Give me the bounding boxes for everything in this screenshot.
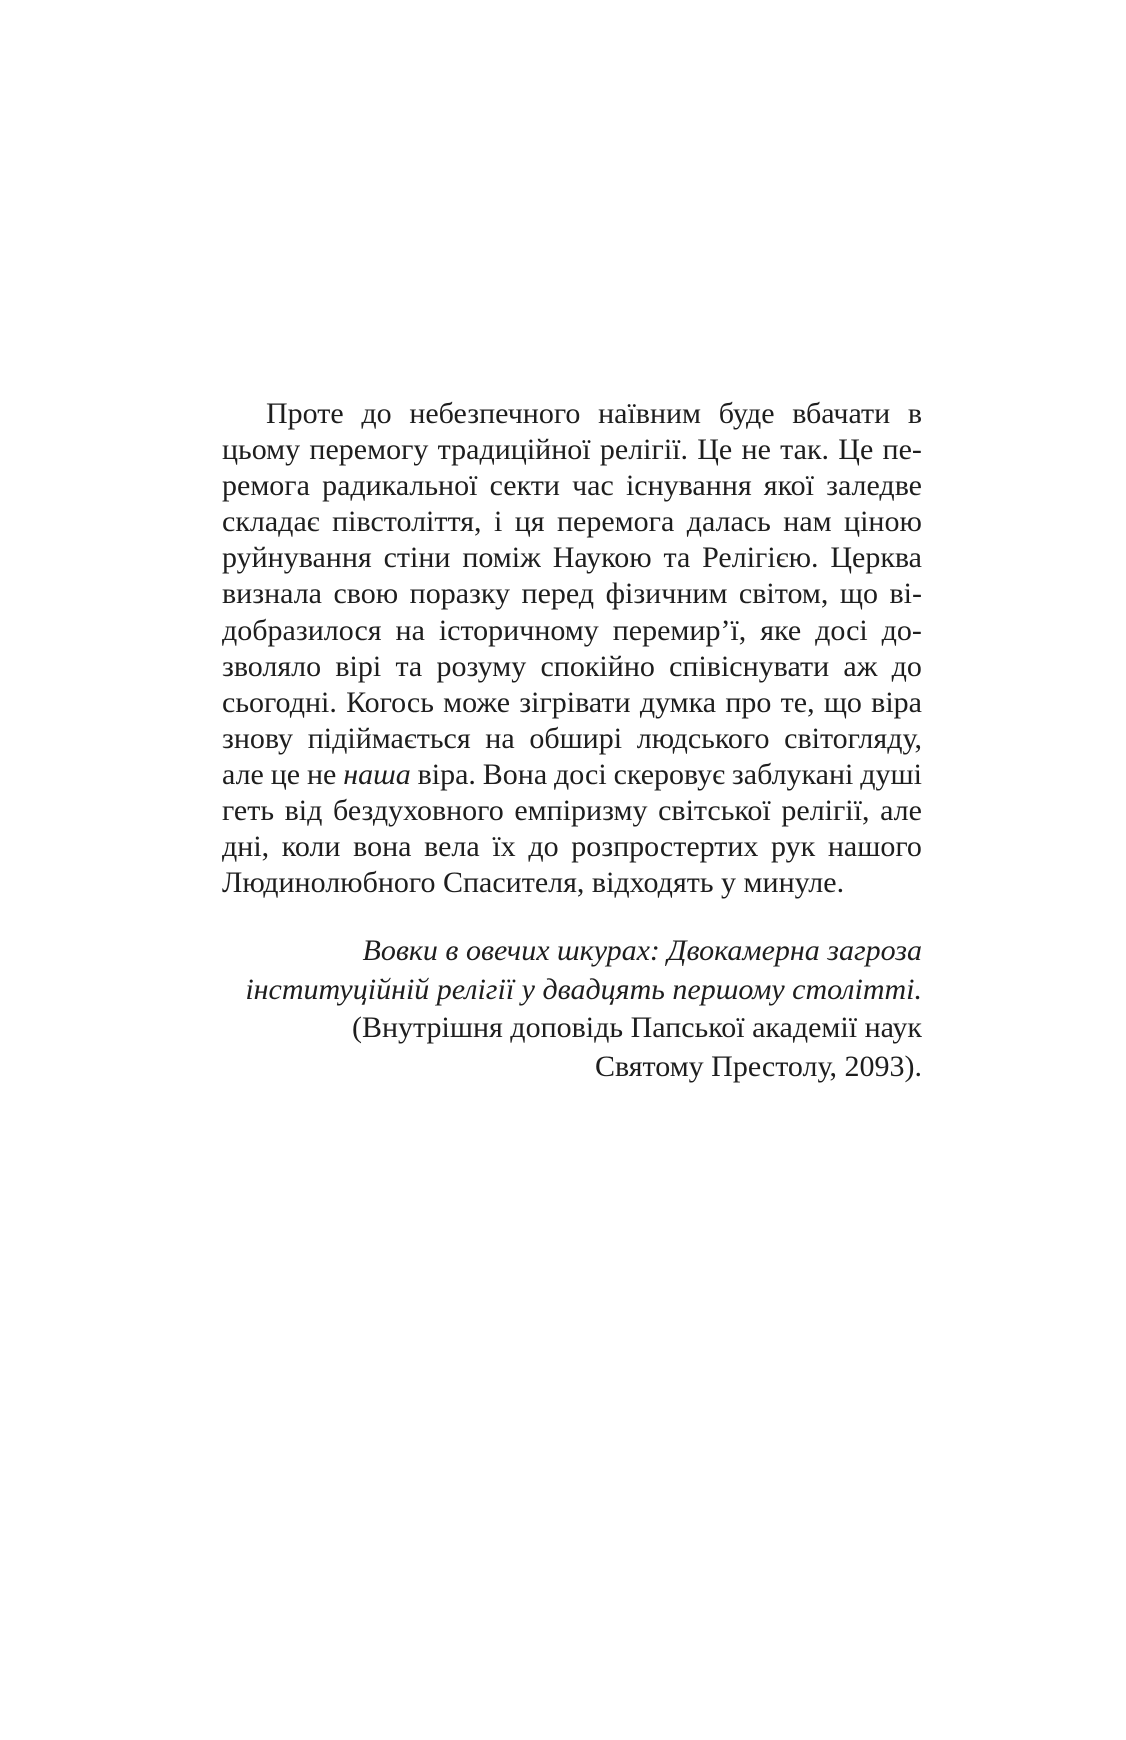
word: Релігією.: [702, 541, 819, 575]
attribution-source-line-2: Святому Престолу, 2093).: [594, 1049, 922, 1083]
word: скеровує: [613, 757, 726, 791]
paragraph-line: [222, 829, 922, 865]
word: існування: [625, 469, 752, 503]
word: релігії,: [781, 794, 870, 828]
word: душі: [860, 757, 922, 791]
word: заледве: [826, 469, 922, 503]
word: але: [222, 757, 264, 791]
word: перед: [521, 577, 595, 611]
word: добразилося: [222, 613, 382, 647]
word: далась: [686, 505, 771, 539]
word: але: [880, 794, 922, 828]
word: вела: [424, 830, 480, 864]
word: поміж: [462, 541, 541, 575]
word: бездуховного: [332, 794, 504, 828]
word: вбачати: [792, 397, 891, 430]
word: аж: [843, 649, 878, 683]
word: Наукою: [552, 541, 652, 575]
word: так.: [780, 433, 830, 467]
word: нашого: [827, 830, 922, 864]
word: в: [907, 397, 922, 430]
word: півстоліття,: [332, 505, 482, 539]
word: геть: [222, 794, 275, 828]
word: Це: [697, 433, 733, 467]
word: обширі: [529, 721, 623, 755]
word: до-: [881, 613, 922, 647]
word: досі: [554, 757, 607, 791]
word: сьогодні.: [222, 685, 337, 719]
word: спокійно: [540, 649, 655, 683]
word: історичному: [438, 613, 599, 647]
paragraph-line: [222, 721, 922, 757]
word: на: [395, 613, 425, 647]
paragraph-last-line: Людинолюбного Спасителя, відходять у минуле.: [222, 866, 845, 900]
word: цьому: [222, 433, 301, 467]
emphasized-word: наша: [343, 757, 411, 791]
word: Вона: [482, 757, 548, 791]
word: заблукані: [731, 757, 854, 791]
word: перемогу: [309, 433, 429, 467]
word: і: [493, 505, 503, 539]
word: ця: [514, 505, 545, 539]
word: світської: [658, 794, 771, 828]
word: складає: [222, 505, 320, 539]
word: підіймається: [307, 721, 471, 755]
word: яке: [760, 613, 802, 647]
word: небезпечного: [409, 397, 581, 430]
word: світом,: [738, 577, 829, 611]
word: співіснувати: [669, 649, 830, 683]
word: визнала: [222, 577, 322, 611]
word: розуму: [436, 649, 527, 683]
paragraph-line: [222, 793, 922, 829]
word: вірі: [335, 649, 382, 683]
word: думка: [639, 685, 717, 719]
word: фізичним: [605, 577, 728, 611]
word: від: [284, 794, 323, 828]
word: не: [306, 757, 337, 791]
word: що: [823, 685, 862, 719]
word: ві-: [889, 577, 922, 611]
word: стіни: [383, 541, 451, 575]
word: пе-: [882, 433, 922, 467]
paragraph-line: [222, 685, 922, 721]
paragraph-line: [222, 576, 922, 612]
word: до: [528, 830, 559, 864]
word: те,: [780, 685, 815, 719]
source-attribution: [222, 932, 922, 1086]
word: радикальної: [322, 469, 478, 503]
word: на: [485, 721, 515, 755]
word: рук: [771, 830, 816, 864]
word: секти: [489, 469, 560, 503]
word: це: [270, 757, 301, 791]
paragraph-line: [222, 504, 922, 540]
word: до: [891, 649, 922, 683]
word: віра: [871, 685, 922, 719]
paragraph-line: [222, 432, 922, 468]
paragraph-line: [222, 757, 922, 793]
word: дні,: [222, 830, 270, 864]
word: Це: [838, 433, 874, 467]
paragraph-line: [222, 396, 922, 432]
word: якої: [763, 469, 814, 503]
word: людського: [636, 721, 770, 755]
word: Проте: [266, 397, 344, 430]
word: зігрівати: [519, 685, 631, 719]
word: перемир’ї,: [612, 613, 747, 647]
word: зволяло: [222, 649, 322, 683]
word: що: [839, 577, 878, 611]
word: до: [361, 397, 392, 430]
word: їх: [492, 830, 516, 864]
word: Когось: [346, 685, 434, 719]
word: традиційної: [437, 433, 591, 467]
word: перемога: [556, 505, 675, 539]
attribution-source-line-1: (Внутрішня доповідь Папської академії наук: [351, 1011, 922, 1044]
paragraph-line: [222, 540, 922, 576]
word: час: [572, 469, 614, 503]
word: нам: [783, 505, 832, 539]
word: поразку: [409, 577, 511, 611]
word: про: [725, 685, 772, 719]
attribution-title-line-2: інституційній релігії у двадцять першому столітті.: [245, 972, 922, 1006]
word: Церква: [830, 541, 922, 575]
word: та: [663, 541, 691, 575]
paragraph-line: [222, 649, 922, 685]
paragraph-line: [222, 468, 922, 504]
word: ремога: [222, 469, 310, 503]
word: ціною: [844, 505, 922, 539]
word: віра.: [417, 757, 476, 791]
word: руйнування: [222, 541, 372, 575]
attribution-title-line-1: Вовки в овечих шкурах: Двокамерна загроза: [362, 934, 922, 967]
word: світогляду,: [784, 721, 922, 755]
word: коли: [281, 830, 341, 864]
word: наївним: [598, 397, 702, 430]
main-paragraph: [222, 396, 922, 901]
word: свою: [333, 577, 399, 611]
word: емпіризму: [514, 794, 648, 828]
word: може: [443, 685, 511, 719]
word: не: [741, 433, 771, 467]
word: знову: [222, 721, 294, 755]
word: та: [395, 649, 423, 683]
word: релігії.: [599, 433, 688, 467]
word: вона: [353, 830, 412, 864]
paragraph-line: [222, 613, 922, 649]
word: буде: [718, 397, 775, 430]
word: розпростертих: [571, 830, 759, 864]
word: досі: [815, 613, 868, 647]
